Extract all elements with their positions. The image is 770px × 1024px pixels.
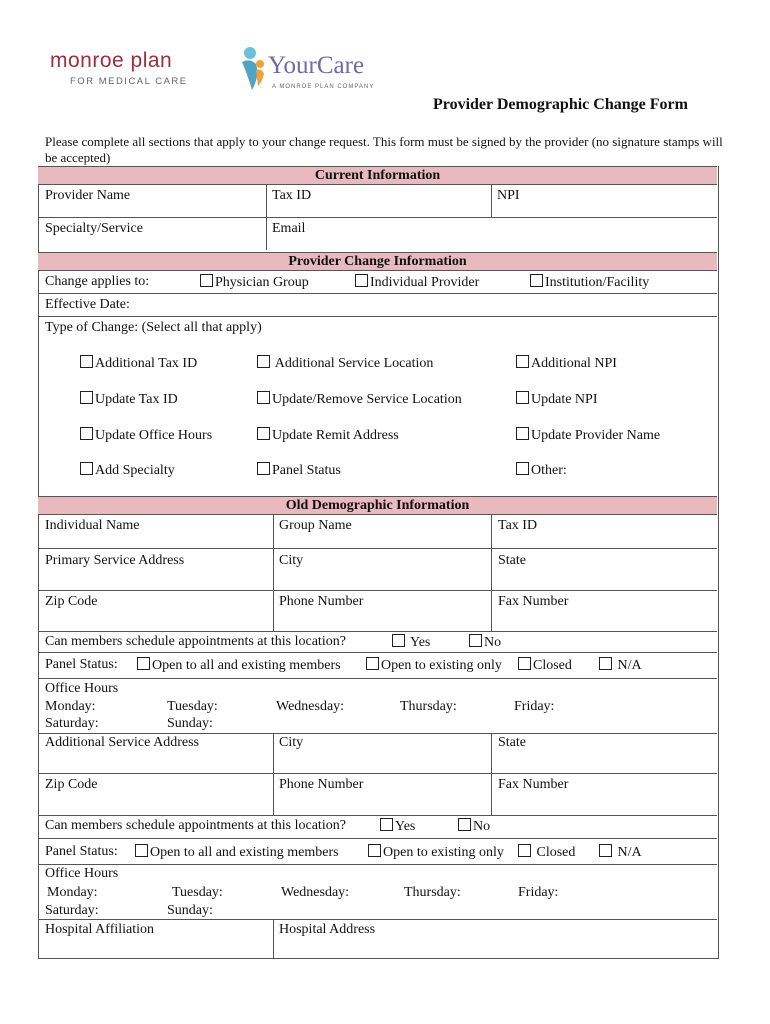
divider <box>38 773 717 774</box>
option-text: Add Specialty <box>95 463 175 478</box>
option-text: Update NPI <box>531 392 598 407</box>
checkbox[interactable] <box>458 818 471 831</box>
thursday-label-2: Thursday: <box>404 885 461 900</box>
divider <box>38 293 717 294</box>
wednesday-label: Wednesday: <box>276 699 345 714</box>
divider <box>38 548 717 549</box>
specialty-label: Specialty/Service <box>45 221 143 236</box>
divider <box>38 678 717 679</box>
open-all-option-2[interactable] <box>135 844 339 861</box>
option-text: Open to all and existing members <box>150 845 339 860</box>
schedule-no-option-2[interactable] <box>458 818 490 835</box>
na-option[interactable] <box>599 657 642 674</box>
yourcare-logo <box>238 46 398 96</box>
checkbox[interactable] <box>392 634 405 647</box>
option-text: Yes <box>409 635 431 650</box>
option-text: Open to existing only <box>381 658 502 673</box>
divider <box>491 514 492 631</box>
monday-label: Monday: <box>45 699 96 714</box>
friday-label: Friday: <box>514 699 555 714</box>
panel-status-label-2: Panel Status: <box>45 844 118 859</box>
other-option[interactable] <box>516 462 567 479</box>
divider <box>38 733 717 734</box>
update-npi-option[interactable] <box>516 391 598 408</box>
panel-status-label: Panel Status: <box>45 657 118 672</box>
option-text: Update Office Hours <box>95 428 213 443</box>
institution-option[interactable] <box>530 274 649 291</box>
open-all-option[interactable] <box>137 657 341 674</box>
checkbox[interactable] <box>80 462 93 475</box>
checkbox[interactable] <box>257 427 270 440</box>
option-text: Closed <box>533 658 572 673</box>
checkbox[interactable] <box>257 391 270 404</box>
additional-phone-label: Phone Number <box>279 777 364 792</box>
option-text: N/A <box>617 845 642 860</box>
option-text: N/A <box>617 658 642 673</box>
individual-provider-option[interactable] <box>355 274 479 291</box>
divider <box>38 864 717 865</box>
additional-address-label: Additional Service Address <box>45 735 199 750</box>
option-text: No <box>473 819 491 834</box>
checkbox[interactable] <box>80 355 93 368</box>
checkbox[interactable] <box>368 844 381 857</box>
additional-zip-label: Zip Code <box>45 777 98 792</box>
checkbox[interactable] <box>599 657 612 670</box>
individual-provider-text: Individual Provider <box>370 275 480 290</box>
institution-checkbox[interactable] <box>530 274 543 287</box>
option-text: Update Provider Name <box>531 428 661 443</box>
physician-group-checkbox[interactable] <box>200 274 213 287</box>
city-label: City <box>279 553 304 568</box>
divider <box>38 815 717 816</box>
yourcare-figure-icon <box>238 46 272 92</box>
divider <box>38 590 717 591</box>
monroe-logo-name: monroe plan <box>50 49 173 72</box>
checkbox[interactable] <box>257 462 270 475</box>
institution-text: Institution/Facility <box>545 275 650 290</box>
yourcare-logo-sub: A MONROE PLAN COMPANY <box>272 84 375 90</box>
closed-option-2[interactable] <box>518 844 575 861</box>
npi-label: NPI <box>497 188 520 203</box>
update-remove-location-option[interactable] <box>257 391 462 408</box>
add-tax-id-option[interactable] <box>80 355 197 372</box>
individual-name-label: Individual Name <box>45 518 140 533</box>
checkbox[interactable] <box>366 657 379 670</box>
checkbox[interactable] <box>599 844 612 857</box>
additional-city-label: City <box>279 735 304 750</box>
checkbox[interactable] <box>516 427 529 440</box>
saturday-label: Saturday: <box>45 716 99 731</box>
option-text: Update/Remove Service Location <box>272 392 462 407</box>
option-text: Additional Tax ID <box>95 356 198 371</box>
thursday-label: Thursday: <box>400 699 457 714</box>
provider-name-label: Provider Name <box>45 188 131 203</box>
additional-state-label: State <box>498 735 526 750</box>
update-provider-name-option[interactable] <box>516 427 660 444</box>
schedule-question-2: Can members schedule appointments at this location? <box>45 818 346 833</box>
divider <box>491 184 492 217</box>
hospital-address-label: Hospital Address <box>279 922 376 937</box>
option-text: Other: <box>531 463 567 478</box>
option-text: Yes <box>395 819 416 834</box>
physician-group-text: Physician Group <box>215 275 309 290</box>
na-option-2[interactable] <box>599 844 642 861</box>
physician-group-option[interactable] <box>200 274 309 291</box>
sunday-label: Sunday: <box>167 716 213 731</box>
divider <box>38 217 717 218</box>
schedule-yes-option[interactable] <box>392 634 430 651</box>
option-text: Additional Service Location <box>274 356 434 371</box>
fax-label: Fax Number <box>498 594 569 609</box>
old-tax-id-label: Tax ID <box>498 518 538 533</box>
state-label: State <box>498 553 526 568</box>
checkbox[interactable] <box>257 355 270 368</box>
saturday-label-2: Saturday: <box>45 903 99 918</box>
panel-status-option[interactable] <box>257 462 341 479</box>
checkbox[interactable] <box>380 818 393 831</box>
additional-fax-label: Fax Number <box>498 777 569 792</box>
tuesday-label-2: Tuesday: <box>172 885 223 900</box>
divider <box>273 919 274 958</box>
group-name-label: Group Name <box>279 518 352 533</box>
checkbox[interactable] <box>137 657 150 670</box>
old-info-header: Old Demographic Information <box>38 496 717 515</box>
checkbox[interactable] <box>469 634 482 647</box>
option-text: Panel Status <box>272 463 341 478</box>
divider <box>273 514 274 631</box>
schedule-no-option[interactable] <box>469 634 501 651</box>
divider <box>38 316 717 317</box>
change-info-header: Provider Change Information <box>38 252 717 271</box>
yourcare-logo-name: YourCare <box>268 52 365 79</box>
primary-address-label: Primary Service Address <box>45 553 185 568</box>
hospital-affiliation-label: Hospital Affiliation <box>45 922 155 937</box>
intro-text: Please complete all sections that apply to your change request. This form must be signed by the provider (no signature stamps will be accepted) <box>45 134 723 165</box>
update-office-hours-option[interactable] <box>80 427 212 444</box>
checkbox[interactable] <box>518 657 531 670</box>
individual-provider-checkbox[interactable] <box>355 274 368 287</box>
option-text: Additional NPI <box>531 356 617 371</box>
effective-date-label: Effective Date: <box>45 297 130 312</box>
option-text: Closed <box>536 845 576 860</box>
wednesday-label-2: Wednesday: <box>281 885 350 900</box>
monroe-logo-sub: FOR MEDICAL CARE <box>70 76 188 87</box>
schedule-question: Can members schedule appointments at this location? <box>45 634 346 649</box>
schedule-yes-option-2[interactable] <box>380 818 415 835</box>
checkbox[interactable] <box>135 844 148 857</box>
type-of-change-label: Type of Change: (Select all that apply) <box>45 320 262 335</box>
zip-label: Zip Code <box>45 594 98 609</box>
monroe-plan-logo <box>50 50 210 94</box>
current-info-header: Current Information <box>38 166 717 185</box>
option-text: Open to existing only <box>383 845 504 860</box>
sunday-label-2: Sunday: <box>167 903 213 918</box>
checkbox[interactable] <box>516 462 529 475</box>
divider <box>38 919 717 920</box>
tax-id-label: Tax ID <box>272 188 312 203</box>
open-existing-option[interactable] <box>366 657 502 674</box>
office-hours-label: Office Hours <box>45 681 119 696</box>
divider <box>38 631 717 632</box>
option-text: Update Remit Address <box>272 428 399 443</box>
applies-to-label: Change applies to: <box>45 274 150 289</box>
divider <box>491 733 492 815</box>
add-specialty-option[interactable] <box>80 462 175 479</box>
checkbox[interactable] <box>516 391 529 404</box>
checkbox[interactable] <box>516 355 529 368</box>
monday-label-2: Monday: <box>47 885 98 900</box>
page-title: Provider Demographic Change Form <box>433 96 688 113</box>
closed-option[interactable] <box>518 657 572 674</box>
friday-label-2: Friday: <box>518 885 559 900</box>
divider <box>273 733 274 815</box>
update-tax-id-option[interactable] <box>80 391 178 408</box>
option-text: No <box>484 635 502 650</box>
checkbox[interactable] <box>80 391 93 404</box>
update-remit-option[interactable] <box>257 427 399 444</box>
phone-label: Phone Number <box>279 594 364 609</box>
email-label: Email <box>272 221 306 236</box>
divider <box>38 838 717 839</box>
tuesday-label: Tuesday: <box>167 699 218 714</box>
option-text: Update Tax ID <box>95 392 178 407</box>
add-service-location-option[interactable] <box>257 355 433 372</box>
add-npi-option[interactable] <box>516 355 617 372</box>
divider <box>38 652 717 653</box>
office-hours-label-2: Office Hours <box>45 866 119 881</box>
checkbox[interactable] <box>518 844 531 857</box>
option-text: Open to all and existing members <box>152 658 341 673</box>
checkbox[interactable] <box>80 427 93 440</box>
open-existing-option-2[interactable] <box>368 844 504 861</box>
